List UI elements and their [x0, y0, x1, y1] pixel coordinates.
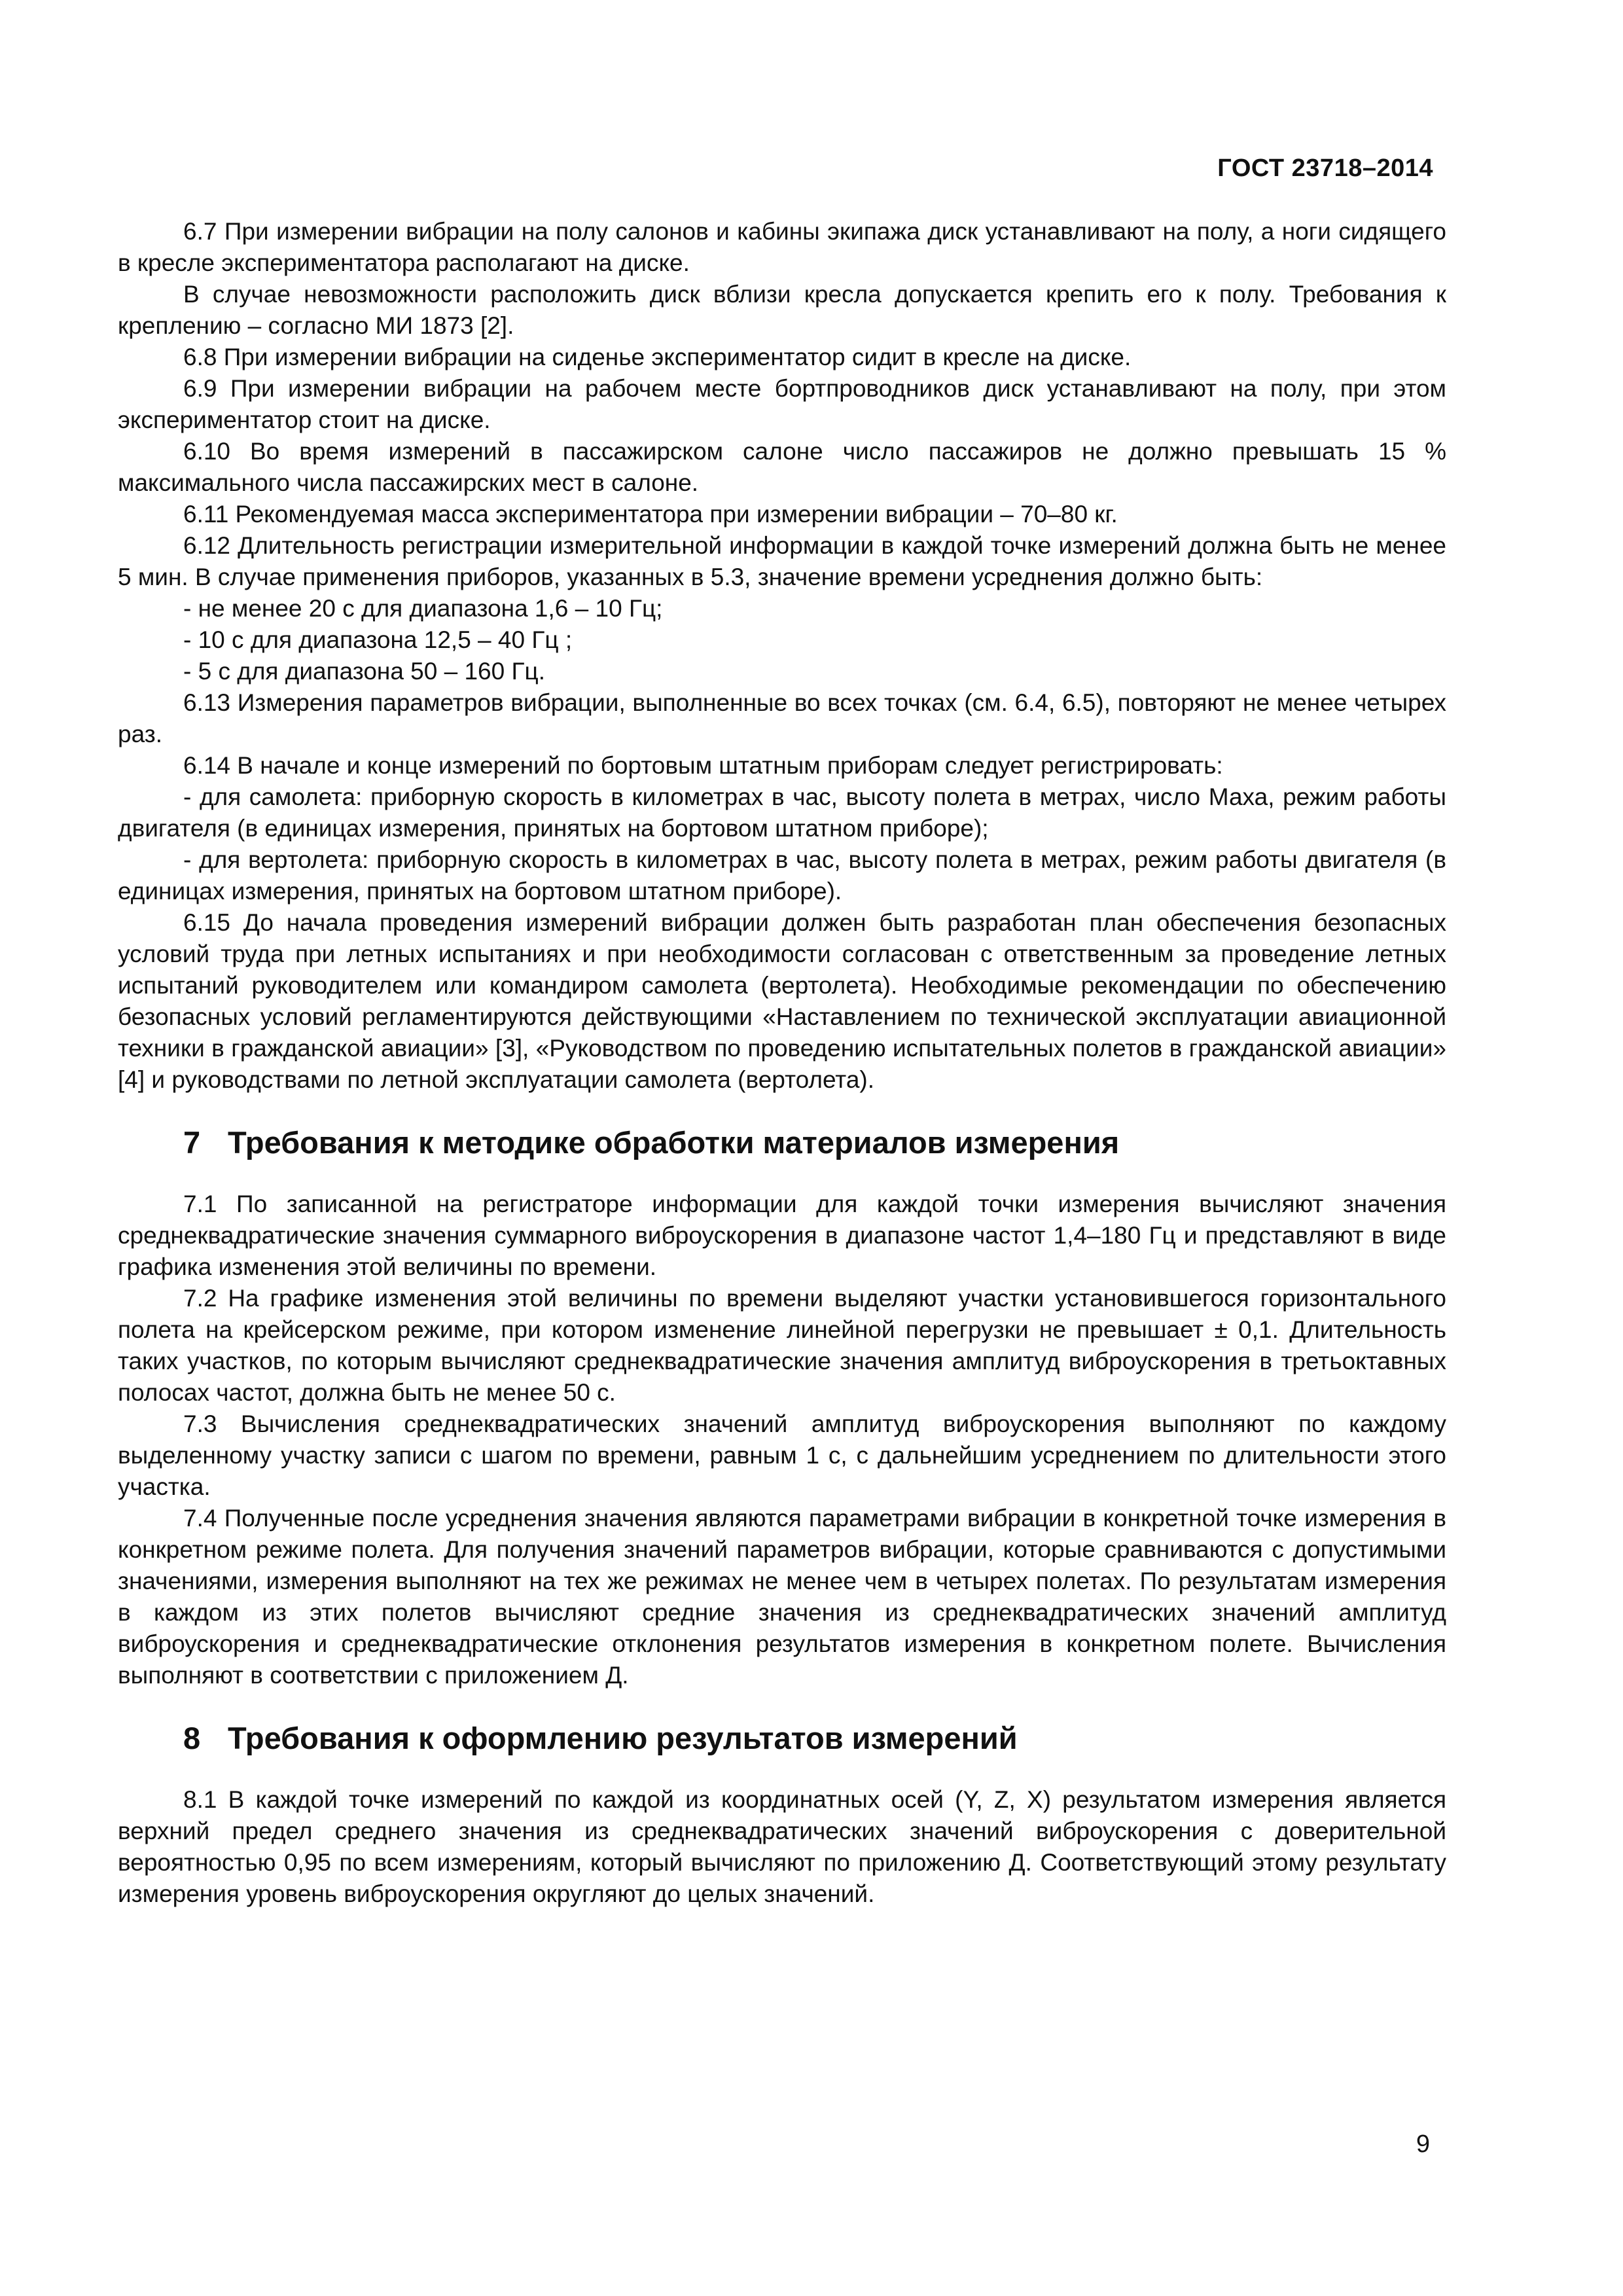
list-item: - 5 с для диапазона 50 – 160 Гц.: [183, 658, 545, 685]
section-title: Требования к оформлению результатов измерений: [228, 1721, 1018, 1755]
document-code-header: ГОСТ 23718–2014: [1217, 154, 1433, 182]
list-item: - не менее 20 с для диапазона 1,6 – 10 Гц;: [183, 595, 663, 622]
paragraph: 7.1 По записанной на регистраторе информации для каждой точки измерения вычисляют значения среднеквадратические значения суммарного виброускорения в диапазоне частот 1,4–180 Гц и представляют в виде графика изменения этой величины по времени.: [118, 1191, 1446, 1280]
paragraph: 8.1 В каждой точке измерений по каждой из координатных осей (Y, Z, X) результатом измерения является верхний предел среднего значения из среднеквадратических значений виброускорения с доверительной вероятностью 0,95 по всем измерениям, который вычисляют по приложению Д. Соответствующий этому результату измерения уровень виброускорения округляют до целых значений.: [118, 1786, 1446, 1907]
paragraph: 7.4 Полученные после усреднения значения являются параметрами вибрации в конкретной точке измерения в конкретном режиме полета. Для получения значений параметров вибрации, которые сравниваются с допустимыми значениями, измерения выполняют на тех же режимах не менее чем в четырех полетах. По результатам измерения в каждом из этих полетов вычисляют средние значения из среднеквадратических значений амплитуд виброускорения и среднеквадратические отклонения результатов измерения в конкретном полете. Вычисления выполняют в соответствии с приложением Д.: [118, 1505, 1446, 1689]
paragraph: В случае невозможности расположить диск вблизи кресла допускается крепить его к полу. Требования к креплению – согласно МИ 1873 [2].: [118, 281, 1446, 339]
paragraph: 6.10 Во время измерений в пассажирском салоне число пассажиров не должно превышать 15 % максимального числа пассажирских мест в салоне.: [118, 438, 1446, 496]
paragraph: 6.14 В начале и конце измерений по бортовым штатным приборам следует регистрировать:: [183, 752, 1223, 779]
paragraph: 6.13 Измерения параметров вибрации, выполненные во всех точках (см. 6.4, 6.5), повторяют не менее четырех раз.: [118, 689, 1446, 747]
section-heading: [118, 1123, 1446, 1162]
paragraph: 6.12 Длительность регистрации измерительной информации в каждой точке измерений должна быть не менее 5 мин. В случае применения приборов, указанных в 5.3, значение времени усреднения должно быть:: [118, 532, 1446, 590]
paragraph: 6.7 При измерении вибрации на полу салонов и кабины экипажа диск устанавливают на полу, а ноги сидящего в кресле экспериментатора располагают на диске.: [118, 218, 1446, 276]
paragraph: 7.3 Вычисления среднеквадратических значений амплитуд виброускорения выполняют по каждому выделенному участку записи с шагом по времени, равным 1 с, с дальнейшим усреднением по длительности этого участка.: [118, 1410, 1446, 1500]
section-number: 8: [183, 1721, 201, 1755]
document-body: [118, 216, 1446, 1910]
paragraph: 6.15 До начала проведения измерений вибрации должен быть разработан план обеспечения безопасных условий труда при летных испытаниях и при необходимости согласован с ответственным за проведение летных испытаний руководителем или командиром самолета (вертолета). Необходимые рекомендации по обеспечению безопасных условий регламентируются действующими «Наставлением по технической эксплуатации авиационной техники в гражданской авиации» [3], «Руководством по проведению испытательных полетов в гражданской авиации» [4] и руководствами по летной эксплуатации самолета (вертолета).: [118, 909, 1446, 1093]
paragraph: - для самолета: приборную скорость в километрах в час, высоту полета в метрах, число Маха, режим работы двигателя (в единицах измерения, принятых на бортовом штатном приборе);: [118, 783, 1446, 842]
paragraph: 6.9 При измерении вибрации на рабочем месте бортпроводников диск устанавливают на полу, при этом экспериментатор стоит на диске.: [118, 375, 1446, 433]
paragraph: - для вертолета: приборную скорость в километрах в час, высоту полета в метрах, режим работы двигателя (в единицах измерения, принятых на бортовом штатном приборе).: [118, 846, 1446, 905]
paragraph: 7.2 На графике изменения этой величины по времени выделяют участки установившегося горизонтального полета на крейсерском режиме, при котором изменение линейной перегрузки не превышает ± 0,1. Длительность таких участков, по которым вычисляют среднеквадратические значения амплитуд виброускорения в третьоктавных полосах частот, должна быть не менее 50 с.: [118, 1285, 1446, 1406]
section-title: Требования к методике обработки материалов измерения: [228, 1125, 1120, 1160]
paragraph: 6.8 При измерении вибрации на сиденье экспериментатор сидит в кресле на диске.: [183, 344, 1132, 370]
section-heading: [118, 1719, 1446, 1758]
paragraph: 6.11 Рекомендуемая масса экспериментатора при измерении вибрации – 70–80 кг.: [183, 501, 1118, 528]
list-item: - 10 с для диапазона 12,5 – 40 Гц ;: [183, 626, 573, 653]
page-number: 9: [1416, 2130, 1430, 2158]
section-number: 7: [183, 1125, 201, 1160]
